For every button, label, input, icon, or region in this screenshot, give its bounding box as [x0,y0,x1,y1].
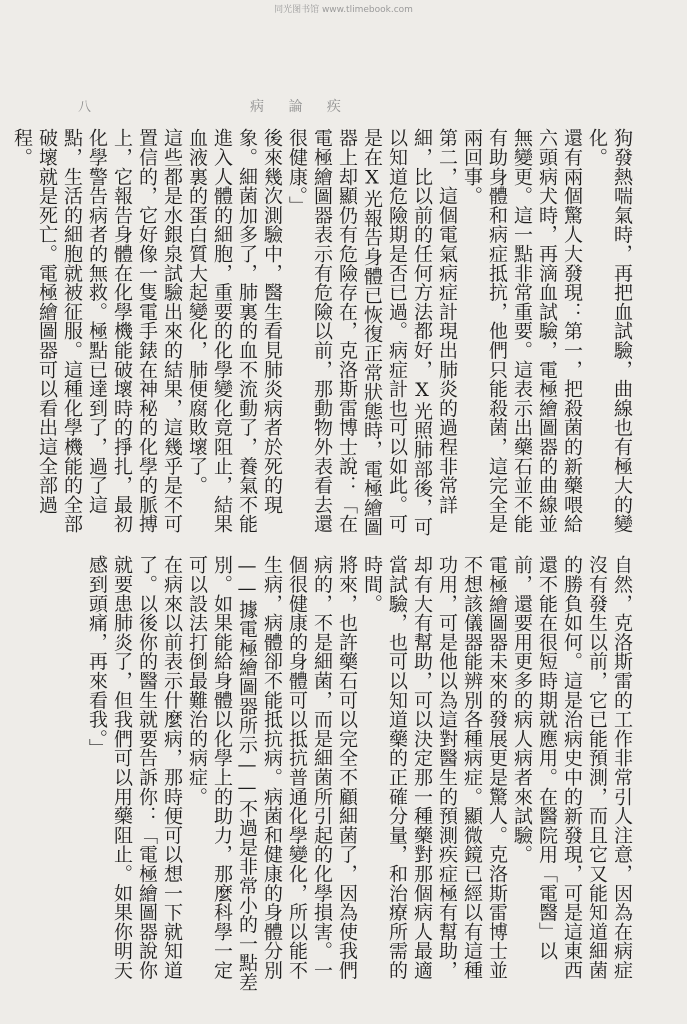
lower-text-block: 自然，克洛斯雷的工作非常引人注意，因為在病症沒有發生以前，它已能預測，而且它又能知道細菌的勝負如何。這是治病史中的新發現，可是這東西還不能在很短時期就應用。在醫院用「電醫」以前，還要用更多的病人病者來試驗。 電極繪圖器未來的發展更是驚人。克洛斯雷博士並不想該儀器能辨別各種病症。顯微鏡已經以有這種功用，可是他以為這對醫生的預測疾症極有幫助，却有大有幫助，可以決定那一種藥對那個病人最適當試驗，也可以知道藥的正確分量，和治療所需的時間。 將來，也許藥石可以完全不顧細菌了，因為使我們病的，不是細菌，而是細菌所引起的化學損害。一個很健康的身體可以抵抗普通化學變化，所以能不生病，病體卻不能抵抗病。病菌和健康的身體分別——據電極繪圖器所示——不過是非常小的一點差別。如果能給身體以化學上的助力，那麼科學一定可以設法打倒最難治的病症。 在病來以前表示什麼病，那時便可以想一下就知道了。以後你的醫生就要告訴你：「電極繪圖器說你就要患肺炎了，但我們可以用藥阻止。如果你明天感到頭痛，再來看我。」 [86,555,633,992]
running-head: 病 論 疾 [250,99,351,115]
upper-text-block: 狗發熱喘氣時，再把血試驗，曲線也有極大的變化。 還有兩個驚人大發現：第一，把殺菌的新藥喂給六頭病犬時，再滴血試驗，電極繪圖器的曲線並無變更。這一點非常重要。這表示出藥石並不能有助身體和病症抵抗，他們只能殺菌，這完全是兩回事。 第二，這個電氣病症計現出肺炎的過程非常詳細，比以前的任何方法都好，X光照肺部後，可以知道危險期是否已過。病症計也可以如此。可是在X光報告身體已恢復正常狀態時，電極繪圖器上却顯仍有危險存在，克洛斯雷博士說：「在電極繪圖器表示有危險以前，那動物外表看去還很健康。」 後來幾次測驗中，醫生看見肺炎病者於死的現象。細菌加多了，肺裏的血不流動了，養氣不能進入人體的細胞，重要的化學變化竟阻止，結果血液裏的蛋白質大起變化，肺便腐敗壞了。 這些都是水銀泉試驗出來的結果，這幾乎是不可置信的，它好像一隻電手錶在神秘的化學的脈搏上，它報告身體在化學機能破壞時的掙扎，最初化學警告病者的無救。極點已達到了，過了這點，生活的細胞就被征服。這種化學機能的全部破壞就是死亡。電極繪圖器可以看出這全部過程。 [11,128,633,537]
page-number: 八 [78,100,92,115]
watermark: 同光图书馆 www.tlimebook.com [274,5,413,15]
